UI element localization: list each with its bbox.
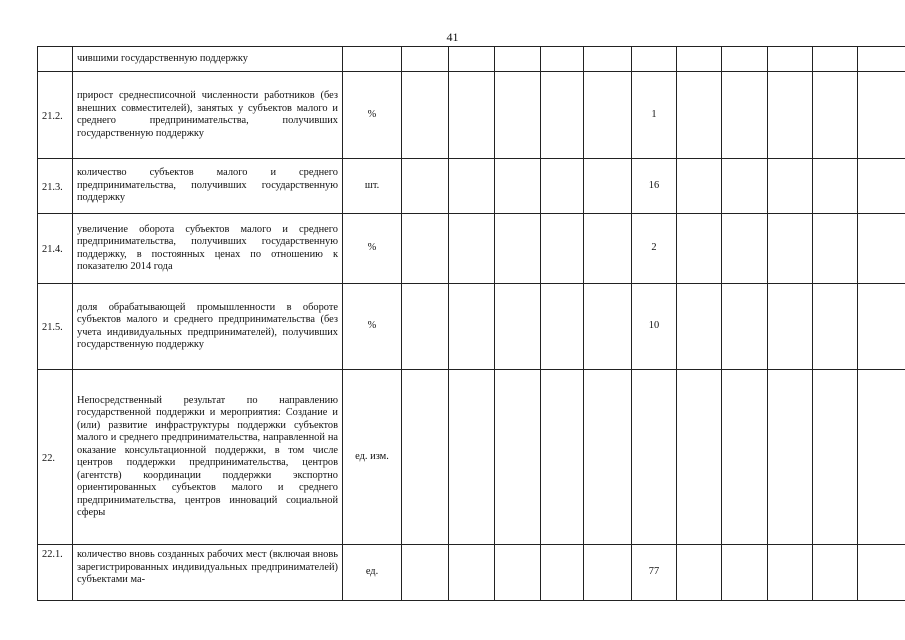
indicator-description-cell: увеличение оборота субъектов малого и среднего предпринимательства, получивших государственную поддержку, в постоянных ценах по отношению к показателю 2014 года [73, 214, 343, 284]
value-cell [449, 72, 495, 159]
value-cell [495, 545, 541, 601]
value-cell [677, 284, 722, 370]
value-cell [722, 214, 768, 284]
unit-cell: ед. изм. [343, 370, 402, 545]
value-cell [584, 159, 632, 214]
value-cell [541, 284, 584, 370]
value-cell [449, 370, 495, 545]
value-cell [495, 72, 541, 159]
unit-cell: ед. [343, 545, 402, 601]
value-cell [813, 214, 858, 284]
unit-cell: % [343, 72, 402, 159]
value-cell [813, 545, 858, 601]
value-cell: 10 [632, 284, 677, 370]
value-cell [858, 72, 905, 159]
value-cell [858, 47, 905, 72]
indicator-description-cell: количество субъектов малого и среднего предпринимательства, получивших государственную поддержку [73, 159, 343, 214]
value-cell [722, 545, 768, 601]
indicator-description-cell: Непосредственный результат по направлению государственной поддержки и мероприятия: Создание и (или) развитие инфраструктуры поддержки субъектов малого и среднего предпринимательства, направленной на оказание консультационной поддержки, в том числе центров поддержки предпринимательства, центров (агентств) координации поддержки экспортно ориентированных субъектов малого и среднего предпринимательства, центров инноваций социальной сферы [73, 370, 343, 545]
value-cell [402, 159, 449, 214]
value-cell [768, 370, 813, 545]
value-cell [858, 284, 905, 370]
indicator-description-cell: чившими государственную поддержку [73, 47, 343, 72]
value-cell [768, 214, 813, 284]
table-row [38, 47, 905, 72]
unit-cell: % [343, 284, 402, 370]
value-cell [858, 159, 905, 214]
value-cell [584, 545, 632, 601]
row-number-cell: 21.4. [38, 214, 73, 284]
value-cell [495, 47, 541, 72]
value-cell [541, 72, 584, 159]
value-cell [402, 370, 449, 545]
value-cell [722, 284, 768, 370]
value-cell [449, 159, 495, 214]
value-cell [722, 159, 768, 214]
value-cell [858, 545, 905, 601]
value-cell [768, 47, 813, 72]
value-cell [541, 159, 584, 214]
value-cell [402, 284, 449, 370]
value-cell [449, 214, 495, 284]
row-number-cell: 21.3. [38, 159, 73, 214]
value-cell [813, 370, 858, 545]
value-cell [813, 284, 858, 370]
value-cell: 2 [632, 214, 677, 284]
value-cell: 77 [632, 545, 677, 601]
value-cell [541, 47, 584, 72]
value-cell [722, 47, 768, 72]
value-cell [632, 370, 677, 545]
indicators-table [37, 46, 905, 601]
value-cell [495, 284, 541, 370]
value-cell [813, 47, 858, 72]
value-cell [813, 159, 858, 214]
value-cell [768, 284, 813, 370]
table-row [38, 370, 905, 545]
value-cell [495, 159, 541, 214]
value-cell [768, 159, 813, 214]
row-number-cell: 21.2. [38, 72, 73, 159]
value-cell [858, 214, 905, 284]
value-cell [541, 214, 584, 284]
table-body [38, 47, 905, 601]
value-cell [495, 214, 541, 284]
value-cell [677, 159, 722, 214]
value-cell [677, 47, 722, 72]
value-cell [449, 545, 495, 601]
value-cell [402, 72, 449, 159]
value-cell [449, 47, 495, 72]
value-cell: 1 [632, 72, 677, 159]
value-cell [402, 545, 449, 601]
row-number-cell: 21.5. [38, 284, 73, 370]
value-cell [584, 370, 632, 545]
value-cell [402, 214, 449, 284]
value-cell [677, 545, 722, 601]
table-row [38, 284, 905, 370]
value-cell [677, 214, 722, 284]
value-cell: 16 [632, 159, 677, 214]
value-cell [584, 214, 632, 284]
value-cell [541, 370, 584, 545]
row-number-cell: 22.1. [38, 545, 73, 601]
unit-cell: шт. [343, 159, 402, 214]
value-cell [768, 545, 813, 601]
row-number-cell [38, 47, 73, 72]
value-cell [813, 72, 858, 159]
row-number-cell: 22. [38, 370, 73, 545]
value-cell [584, 47, 632, 72]
indicator-description-cell: количество вновь созданных рабочих мест (включая вновь зарегистрированных индивидуальных предпринимателей) субъектами ма- [73, 545, 343, 601]
value-cell [495, 370, 541, 545]
table-row [38, 72, 905, 159]
unit-cell: % [343, 214, 402, 284]
value-cell [541, 545, 584, 601]
unit-cell [343, 47, 402, 72]
value-cell [768, 72, 813, 159]
indicator-description-cell: доля обрабатывающей промышленности в обороте субъектов малого и среднего предпринимательства (без учета индивидуальных предпринимателей), получивших государственную поддержку [73, 284, 343, 370]
value-cell [584, 284, 632, 370]
value-cell [722, 370, 768, 545]
page-number: 41 [446, 30, 459, 44]
value-cell [449, 284, 495, 370]
table-row [38, 214, 905, 284]
value-cell [722, 72, 768, 159]
indicator-description-cell: прирост среднесписочной численности работников (без внешних совместителей), занятых у субъектов малого и среднего предпринимательства, получивших государственную поддержку [73, 72, 343, 159]
value-cell [632, 47, 677, 72]
table-row [38, 545, 905, 601]
value-cell [677, 72, 722, 159]
value-cell [677, 370, 722, 545]
value-cell [402, 47, 449, 72]
value-cell [858, 370, 905, 545]
table-row [38, 159, 905, 214]
value-cell [584, 72, 632, 159]
